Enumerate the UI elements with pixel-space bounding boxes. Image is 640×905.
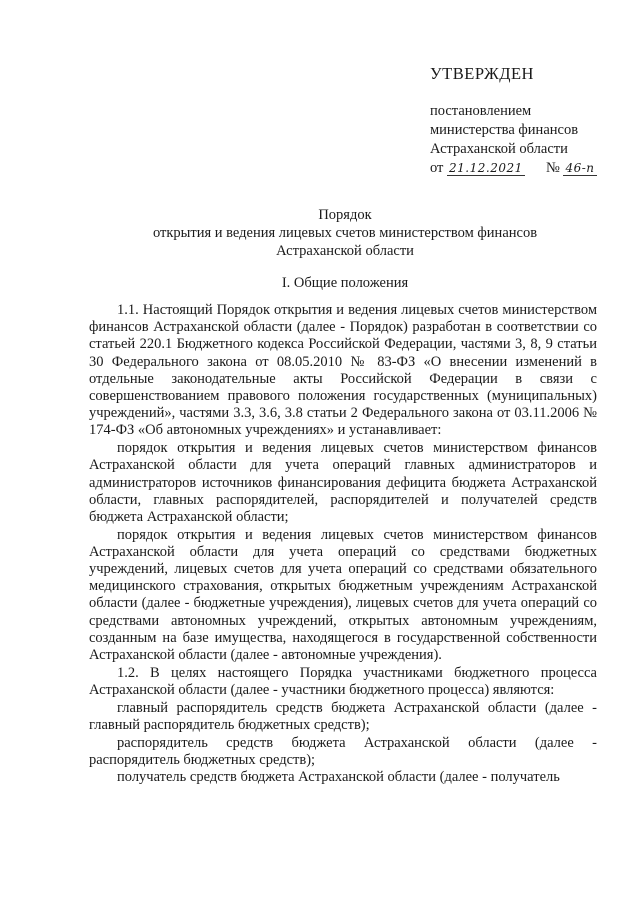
paragraph: 1.1. Настоящий Порядок открытия и ведения лицевых счетов министерством финансов Астраханской области (далее - Порядок) разработан в соответствии со статьей 220.1 Бюджетного кодекса Российской Федерации, частями 3, 8, 9 статьи 30 Федерального закона от 08.05.2010 № 83-ФЗ «О внесении изменений в отдельные законодательные акты Российской Федерации в связи с совершенствованием правового положения государственных (муниципальных) учреждений», частями 3.3, 3.6, 3.8 статьи 2 Федерального закона от 03.11.2006 № 174-ФЗ «Об автономных учреждениях» и устанавливает: [89,302,597,439]
paragraph: 1.2. В целях настоящего Порядка участниками бюджетного процесса Астраханской области (далее - участники бюджетного процесса) являются: [89,664,597,698]
approval-line: министерства финансов [430,122,579,138]
document-body [89,302,597,787]
handwritten-date: 21.12.2021 [449,161,523,175]
approval-line: постановлением [430,103,532,119]
paragraph: получатель средств бюджета Астраханской области (далее - получатель [117,769,560,786]
number-prefix: № [546,160,560,176]
paragraph: главный распорядитель средств бюджета Астраханской области (далее - главный распорядитель бюджетных средств); [89,699,597,733]
title-line: Порядок [318,207,372,223]
title-line: Астраханской области [276,243,414,259]
date-prefix: от [430,160,444,176]
approval-title: УТВЕРЖДЕН [430,64,534,83]
paragraph: распорядитель средств бюджета Астраханской области (далее - распорядитель бюджетных средств); [89,734,597,768]
section-heading: I. Общие положения [281,275,409,291]
approval-line: Астраханской области [430,141,568,157]
approval-date-line [430,159,630,178]
paragraph: порядок открытия и ведения лицевых счетов министерством финансов Астраханской области для учета операций со средствами бюджетных учреждений, лицевых счетов для учета операций со средствами обязательного медицинского страхования, открытых бюджетным учреждениям Астраханской области (далее - бюджетные учреждения), лицевых счетов для учета операций со средствами автономных учреждений, открытых автономным учреждениям, созданным на базе имущества, находящегося в государственной собственности Астраханской области (далее - автономные учреждения). [89,526,597,664]
paragraph: порядок открытия и ведения лицевых счетов министерством финансов Астраханской области для учета операций главных администраторов и администраторов источников финансирования дефицита бюджета Астраханской области, главных распорядителей, распорядителей и получателей средств бюджета Астраханской области; [89,440,597,525]
approval-stamp [430,64,630,178]
title-line: открытия и ведения лицевых счетов министерством финансов [152,225,538,241]
handwritten-number: 46-п [565,161,595,175]
document-title [90,206,600,260]
